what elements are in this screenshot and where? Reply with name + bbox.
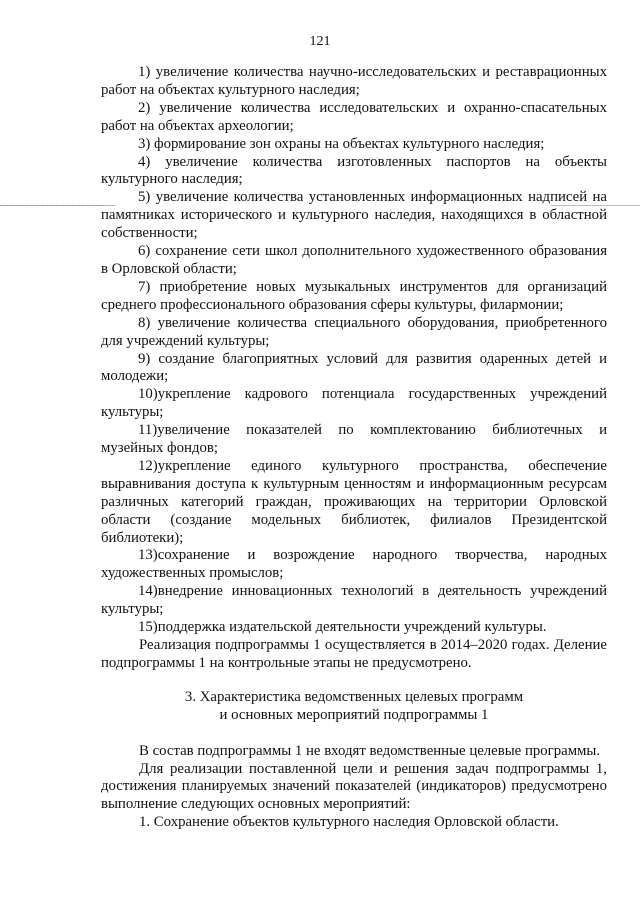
- list-item: 9) создание благоприятных условий для развития одаренных детей и молодежи;: [101, 350, 608, 385]
- section-heading-line-1: 3. Характеристика ведомственных целевых программ: [184, 688, 524, 705]
- measure-item: 1. Сохранение объектов культурного наследия Орловской области.: [139, 814, 559, 831]
- list-item: 14)внедрение инновационных технологий в деятельность учреждений культуры;: [101, 583, 607, 618]
- paragraph-no-programs: В состав подпрограммы 1 не входят ведомственные целевые программы.: [139, 742, 601, 759]
- list-item: 1) увеличение количества научно-исследовательских и реставрационных работ на объектах культурного наследия;: [101, 64, 607, 98]
- page-number: 121: [309, 34, 331, 49]
- list-item: 3) формирование зон охраны на объектах культурного наследия;: [138, 135, 545, 152]
- section-heading: [101, 689, 607, 725]
- document-body: [101, 64, 607, 832]
- list-item: 2) увеличение количества исследовательских и охранно-спасательных работ на объектах археологии;: [101, 99, 607, 134]
- paragraph-realization: Реализация подпрограммы 1 осуществляется в 2014–2020 годах. Деление подпрограммы 1 на контрольные этапы не предусмотрено.: [101, 637, 607, 671]
- paragraph-measures: Для реализации поставленной цели и решения задач подпрограммы 1, достижения планируемых значений показателей (индикаторов) предусмотрено выполнение следующих основных мероприятий:: [101, 760, 607, 813]
- list-item: 7) приобретение новых музыкальных инструментов для организаций среднего профессионального образования сферы культуры, филармонии;: [101, 278, 607, 313]
- list-item: 13)сохранение и возрождение народного творчества, народных художественных промыслов;: [101, 547, 607, 582]
- list-item: 4) увеличение количества изготовленных паспортов на объекты культурного наследия;: [101, 153, 607, 188]
- list-item: 5) увеличение количества установленных информационных надписей на памятниках исторического и культурного наследия, находящихся в областной собственности;: [101, 189, 607, 242]
- list-item: 8) увеличение количества специального оборудования, приобретенного для учреждений культуры;: [101, 314, 608, 349]
- list-item: 12)укрепление единого культурного пространства, обеспечение выравнивания доступа к культурным ценностям и информационным ресурсам различных категорий граждан, проживающих на территории Орловской области (создание модельных библиотек, филиалов Президентской библиотеки);: [101, 457, 607, 546]
- list-item: 6) сохранение сети школ дополнительного художественного образования в Орловской области;: [101, 243, 607, 277]
- list-item: 10)укрепление кадрового потенциала государственных учреждений культуры;: [101, 386, 607, 421]
- section-heading-line-2: и основных мероприятий подпрограммы 1: [219, 706, 489, 723]
- list-item: 11)увеличение показателей по комплектованию библиотечных и музейных фондов;: [101, 422, 607, 457]
- list-item: 15)поддержка издательской деятельности учреждений культуры.: [138, 619, 547, 636]
